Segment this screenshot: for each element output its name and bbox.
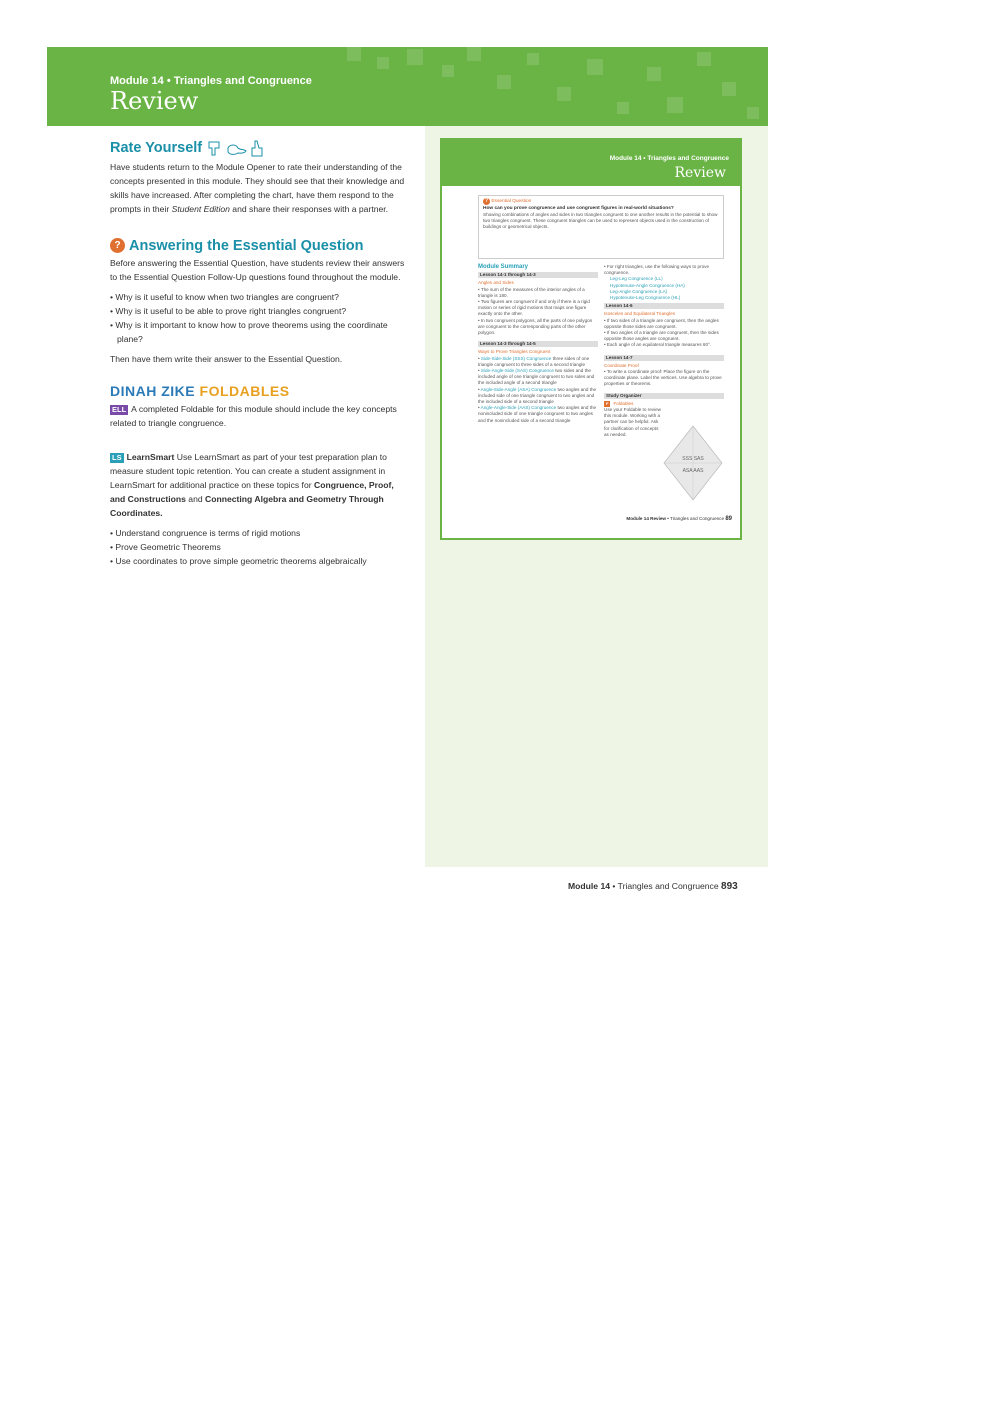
page-footer: Module 14 • Triangles and Congruence 893 xyxy=(568,881,738,892)
essential-question-heading: ? Answering the Essential Question xyxy=(110,238,410,253)
module-header-banner xyxy=(47,47,768,126)
diamond-top-label: SSS SAS xyxy=(682,456,704,462)
hand-rating-icons xyxy=(206,138,268,158)
list-item: • Prove Geometric Theorems xyxy=(110,540,410,554)
module-label: Module 14 • Triangles and Congruence xyxy=(110,75,312,87)
learnsmart-badge: LS xyxy=(112,453,122,462)
essential-question-closing: Then have them write their answer to the Essential Question. xyxy=(110,354,343,364)
thumbnail-title: Review xyxy=(674,165,726,181)
thumbnail-footer: Module 14 Review • Triangles and Congruence 89 xyxy=(626,516,732,522)
student-edition-thumbnail xyxy=(440,138,742,540)
essential-question-icon: ? xyxy=(110,238,125,253)
thumbnail-essential-question: ? Essential Question How can you prove congruence and use congruent figures in real-world situations? Showing combinations of angles and sides in two triangles congruent to one another results in the potential to show two triangles congruent. These congruent triangles can be used to represent objects used in the construction of buildings or geometrical objects. xyxy=(478,195,724,259)
thumbnail-module-label: Module 14 • Triangles and Congruence xyxy=(609,155,729,162)
essential-question-bullets xyxy=(110,290,410,346)
list-item: • Why is it useful to know when two triangles are congruent? xyxy=(110,290,410,304)
ell-badge: ELL xyxy=(112,405,127,414)
list-item: • Use coordinates to prove simple geometric theorems algebraically xyxy=(110,554,410,568)
learnsmart-text: LS LearnSmart Use LearnSmart as part of your test preparation plan to measure student topic retention. You can create a student assignment in LearnSmart for additional practice on these topics for Congruence, Proof, and Constructions and Connecting Algebra and Geometry Through Coordinates. xyxy=(110,452,394,518)
thumbnail-summary-right: • For right triangles, use the following ways to prove congruence. Leg-Leg Congruence (LL) Hypotenuse-Angle Congruence (HA) Leg-Angle Congruence (LA) Hypotenuse-Leg Congruence (HL) Lesson 14-6 Isosceles and Equilateral Triangles • If two sides of a triangle are congruent, then the angles opposite those sides are congruent. • If two angles of a triangle are congruent, then the sides opposite those angles are congruent. • Each angle of an equilateral triangle measures 60°. Lesson 14-7 Coordinate Proof • To write a coordinate proof: Place the figure on the coordinate plane. Label the vertices. Use algebra to prove properties or theorems. Study Organizer F Foldables Use your Foldable to review this module. Working with a partner can be helpful. Ask for clarification of concepts as needed. xyxy=(604,264,724,438)
teacher-notes-column xyxy=(110,138,410,574)
thumbnail-banner xyxy=(442,140,740,186)
essential-question-intro: Before answering the Essential Question, have students review their answers to the Essential Question Follow-Up questions found throughout the module. xyxy=(110,258,405,282)
foldables-text: ELL A completed Foldable for this module should include the key concepts related to triangle congruence. xyxy=(110,404,397,428)
page-number: 893 xyxy=(721,881,738,892)
dinah-zike-foldables-logo: DINAH ZIKE FOLDABLES xyxy=(110,383,290,399)
foldable-diamond-diagram xyxy=(662,424,724,502)
diamond-bottom-label: ASA AAS xyxy=(682,468,704,474)
list-item: • Why is it useful to be able to prove right triangles congruent? xyxy=(110,304,410,318)
essential-question-icon: ? xyxy=(484,198,489,204)
foldables-badge-icon: F xyxy=(606,400,609,406)
thumbnail-summary-left: Module Summary Lesson 14-1 through 14-3 Angles and Sides • The sum of the measures of the interior angles of a triangle is 180. • Two figures are congruent if and only if there is a rigid motion or series of rigid motions that maps one figure exactly onto the other. • In two congruent polygons, all the parts of one polygon are congruent to the corresponding parts of the other polygon. Lesson 14-3 through 14-5 Ways to Prove Triangles Congruent • Side-Side-Side (SSS) Congruence three sides of one triangle congruent to three sides of a second triangle • Side-Angle-Side (SAS) Congruence two sides and the included angle of one triangle congruent to two sides and the included angle of a second triangle • Angle-Side-Angle (ASA) Congruence two angles and the included side of one triangle congruent to two angles and the included side of a second triangle • Angle-Angle-Side (AAS) Congruence two angles and the nonincluded side of one triangle congruent to two angles and the nonincluded side of a second triangle xyxy=(478,264,597,423)
list-item: • Understand congruence is terms of rigid motions xyxy=(110,526,410,540)
list-item: • Why is it important to know how to prove theorems using the coordinate plane? xyxy=(110,318,410,346)
rate-yourself-heading xyxy=(110,138,410,158)
rate-yourself-title: Rate Yourself xyxy=(110,140,203,156)
rate-yourself-text: Have students return to the Module Opener to rate their understanding of the concepts presented in this module. They should see that their knowledge and skills have increased. After completing the chart, have them respond to the prompts in their Student Edition and share their responses with a partner. xyxy=(110,162,405,214)
page-title: Review xyxy=(110,87,199,115)
learnsmart-bullets xyxy=(110,526,410,568)
